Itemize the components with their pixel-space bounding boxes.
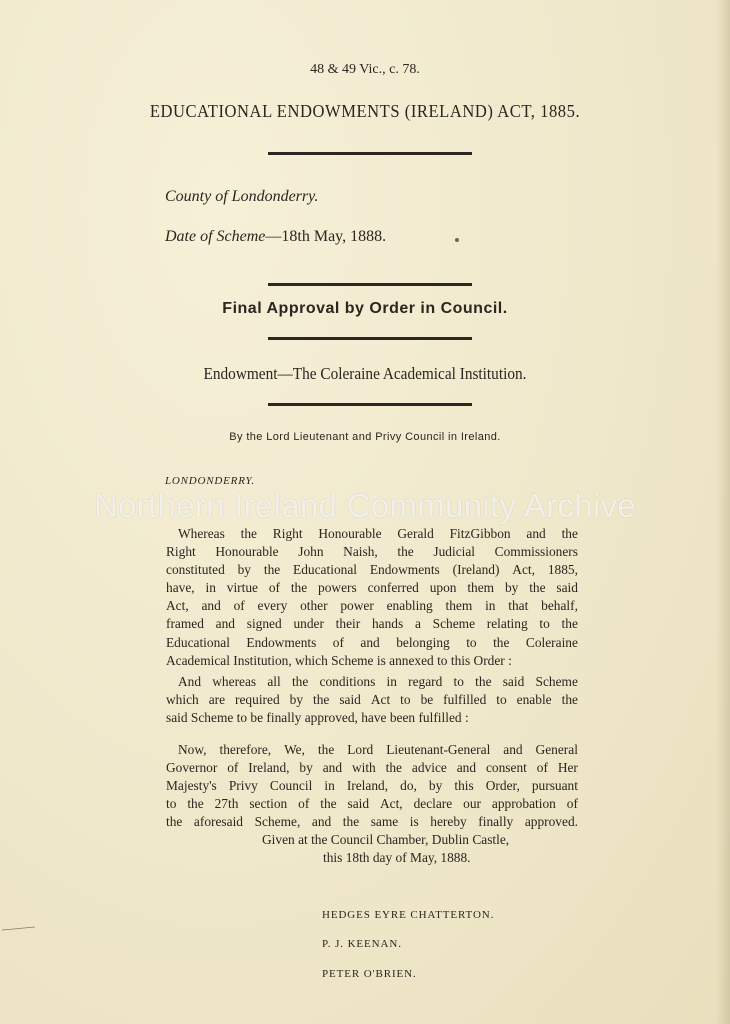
divider-rule bbox=[268, 152, 472, 155]
text-line: said Scheme to be finally approved, have been fulfilled : bbox=[166, 710, 469, 726]
signatory: P. J. KEENAN. bbox=[322, 938, 402, 950]
given-at-line: Given at the Council Chamber, Dublin Castle, bbox=[262, 832, 510, 847]
approval-heading: Final Approval by Order in Council. bbox=[222, 300, 508, 317]
divider-rule bbox=[268, 337, 472, 340]
archive-watermark: Northern Ireland Community Archive bbox=[93, 487, 637, 524]
text-line: Governor of Ireland, by and with the advice and consent of Her bbox=[166, 760, 578, 776]
text-line: Now, therefore, We, the Lord Lieutenant-General and General bbox=[178, 742, 578, 757]
text-line: Right Honourable John Naish, the Judicial Commissioners bbox=[166, 544, 578, 560]
text-line: Whereas the Right Honourable Gerald FitzGibbon and the bbox=[178, 526, 578, 541]
paragraph-approbation bbox=[166, 741, 578, 831]
issuer-line: By the Lord Lieutenant and Privy Council in Ireland. bbox=[229, 431, 501, 443]
signatory: PETER O'BRIEN. bbox=[322, 968, 417, 980]
text-line: Act, and of every other power enabling them in that behalf, bbox=[166, 598, 578, 614]
text-line: Majesty's Privy Council in Ireland, do, by this Order, pursuant bbox=[166, 778, 578, 794]
pencil-mark bbox=[2, 926, 36, 932]
county-line: County of Londonderry. bbox=[165, 188, 319, 205]
text-line: Academical Institution, which Scheme is annexed to this Order : bbox=[166, 652, 512, 668]
divider-rule bbox=[268, 403, 472, 406]
text-line: to the 27th section of the said Act, declare our approbation of bbox=[166, 796, 578, 812]
text-line: Educational Endowments of and belonging to the Coleraine bbox=[166, 634, 578, 650]
text-line: the aforesaid Scheme, and the same is hereby finally approved. bbox=[166, 814, 578, 830]
text-line: have, in virtue of the powers conferred upon them by the said bbox=[166, 580, 578, 596]
date-label: Date of Scheme bbox=[165, 228, 266, 245]
place-heading: LONDONDERRY. bbox=[165, 475, 255, 487]
endowment-heading: Endowment—The Coleraine Academical Institution. bbox=[203, 364, 527, 383]
ink-speck bbox=[455, 238, 459, 242]
divider-rule bbox=[268, 283, 472, 286]
paragraph-whereas bbox=[166, 525, 578, 670]
text-line: which are required by the said Act to be fulfilled to enable the bbox=[166, 692, 578, 708]
statute-reference: 48 & 49 Vic., c. 78. bbox=[310, 62, 420, 77]
signatory: HEDGES EYRE CHATTERTON. bbox=[322, 909, 495, 921]
act-title: EDUCATIONAL ENDOWMENTS (IRELAND) ACT, 1885. bbox=[149, 101, 581, 121]
date-value: —18th May, 1888. bbox=[265, 228, 387, 245]
text-line: And whereas all the conditions in regard to the said Scheme bbox=[178, 674, 578, 689]
paragraph-conditions bbox=[166, 673, 578, 727]
text-line: constituted by the Educational Endowments (Ireland) Act, 1885, bbox=[166, 562, 578, 578]
text-line: framed and signed under their hands a Scheme relating to the bbox=[166, 616, 578, 632]
scheme-date-line bbox=[165, 228, 386, 246]
given-date-line: this 18th day of May, 1888. bbox=[323, 850, 471, 865]
